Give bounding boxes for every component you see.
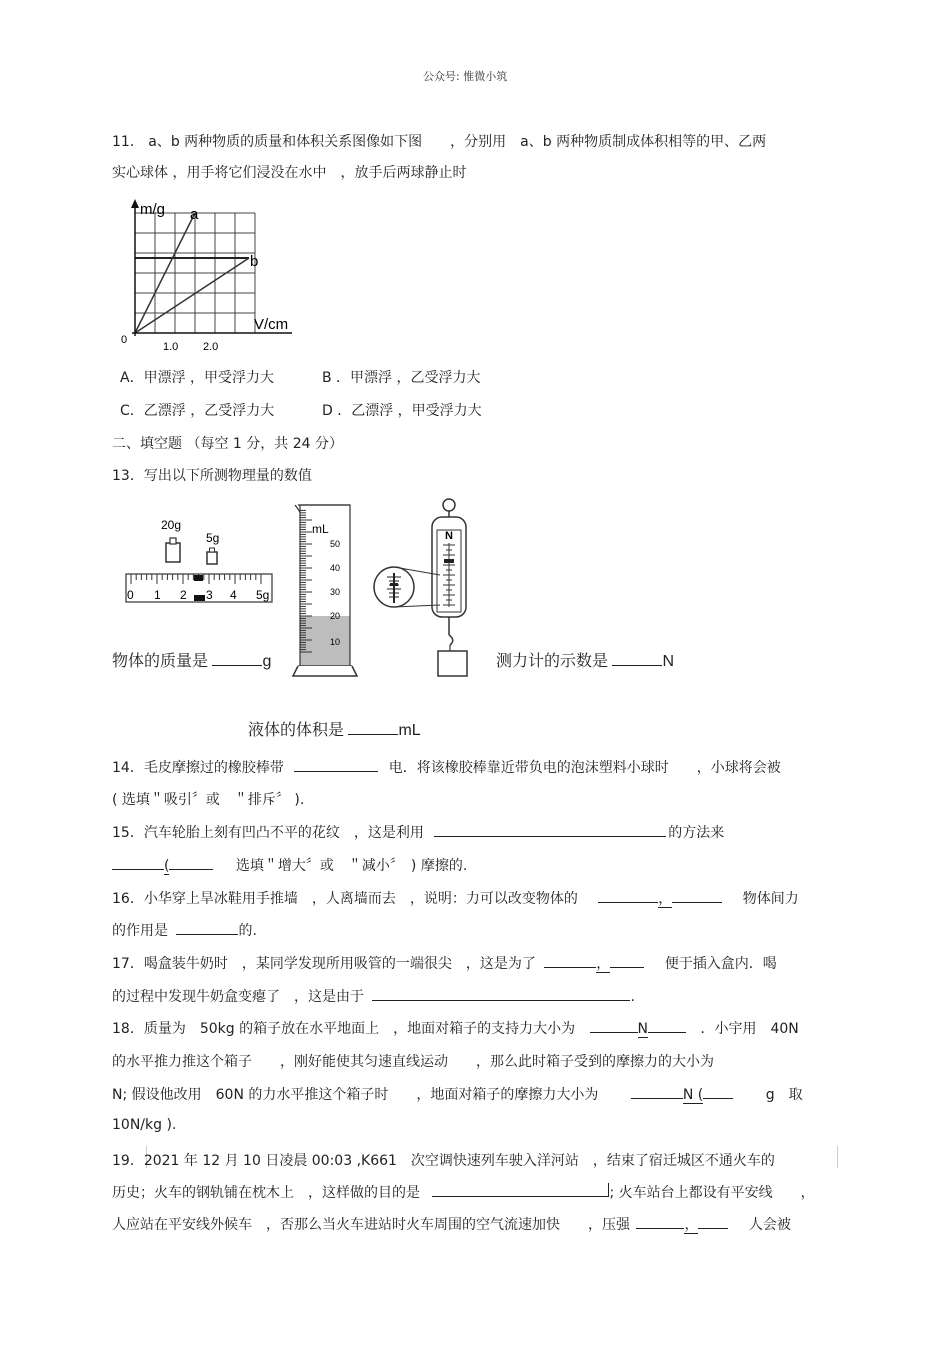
q15-blank-2b bbox=[169, 856, 213, 870]
scale-pointer bbox=[444, 559, 454, 563]
volume-blank[interactable] bbox=[348, 721, 398, 735]
hanging-weight bbox=[438, 651, 467, 676]
q14-text-b: 电．将该橡胶棒靠近带负电的泡沫塑料小球时 ，小球将会被 bbox=[388, 760, 781, 776]
q19-text-c: 人应站在平安线外候车 ，否那么当火车进站时火车周围的空气流速加快 ，压强 bbox=[112, 1217, 630, 1233]
volume-label: 液体的体积是 bbox=[248, 722, 345, 739]
q19-line2 bbox=[112, 1182, 815, 1202]
q16-line1 bbox=[112, 888, 799, 908]
q19-text-d: 人会被 bbox=[748, 1217, 791, 1233]
ruler-tick-1: 1 bbox=[154, 588, 161, 602]
graph-label-a: a bbox=[190, 206, 199, 223]
q19-blank-1[interactable] bbox=[432, 1183, 609, 1197]
q18-text-a: 18．质量为 50kg 的箱子放在水平地面上 ，地面对箱子的支持力大小为 bbox=[112, 1021, 576, 1037]
q11-line1: 11． a、b 两种物质的质量和体积关系图像如下图 ，分别用 a、b 两种物质制成体积相等的甲、乙两 bbox=[112, 134, 767, 150]
q17-line2 bbox=[112, 986, 635, 1006]
q17-line1 bbox=[112, 953, 777, 973]
q18-line4: 10N/kg ). bbox=[112, 1117, 177, 1133]
balance-ruler-figure bbox=[124, 515, 276, 610]
q18-line3 bbox=[112, 1084, 803, 1104]
q15-line2 bbox=[112, 855, 467, 875]
q18-blank-3[interactable] bbox=[631, 1085, 683, 1099]
q18-line1 bbox=[112, 1018, 799, 1038]
q11-option-c: C．乙漂浮 ，乙受浮力大 bbox=[120, 403, 275, 419]
q18-line2: 的水平推力推这个箱子 ，刚好能使其匀速直线运动 ，那么此时箱子受到的摩擦力的大小为 bbox=[112, 1054, 714, 1070]
mass-volume-graph bbox=[112, 198, 312, 358]
q13-volume-answer bbox=[248, 717, 421, 740]
force-label: 测力计的示数是 bbox=[496, 653, 609, 670]
q15-blank-2[interactable] bbox=[112, 856, 164, 870]
rider-2 bbox=[194, 595, 205, 601]
q15-text-c: 选填＂增大〞或 ＂减小〞 ) 摩擦的. bbox=[235, 858, 468, 874]
q14-line1 bbox=[112, 757, 781, 777]
spring-scale-figure bbox=[370, 495, 476, 680]
graph-line-b bbox=[135, 258, 249, 333]
q19-blank-2[interactable] bbox=[636, 1215, 684, 1229]
q15-line1 bbox=[112, 822, 724, 842]
q18-text-d: g 取 bbox=[765, 1087, 803, 1103]
q16-blank-1b bbox=[672, 889, 722, 903]
volume-unit: mL bbox=[398, 722, 421, 739]
q19-line3 bbox=[112, 1214, 791, 1234]
q17-text-d: . bbox=[630, 989, 635, 1005]
q17-text-b: 便于插入盒内．喝 bbox=[664, 956, 777, 972]
q16-text-b: 物体间力 bbox=[742, 891, 799, 907]
graph-xlabel: V/cm bbox=[254, 316, 289, 333]
q11-line2: 实心球体 ，用手将它们浸没在水中 ，放手后两球静止时 bbox=[112, 165, 467, 181]
q15-text-a: 15．汽车轮胎上刻有凹凸不平的花纹 ，这是利用 bbox=[112, 825, 424, 841]
q19-text-b: ; 火车站台上都设有平安线 ， bbox=[609, 1185, 815, 1201]
q18-blank-3b bbox=[703, 1085, 733, 1099]
q18-unit-n2: N ( bbox=[682, 1087, 704, 1103]
graph-xtick-2: 2.0 bbox=[203, 341, 219, 353]
q17-blank-1b bbox=[610, 954, 644, 968]
cyl-tick-40: 40 bbox=[330, 563, 341, 573]
q16-blank-2[interactable] bbox=[176, 921, 238, 935]
weight-5g bbox=[207, 552, 217, 564]
q16-blank-1[interactable] bbox=[598, 889, 658, 903]
cyl-tick-20: 20 bbox=[330, 611, 341, 621]
mass-blank[interactable] bbox=[212, 652, 262, 666]
q16-comma: ， bbox=[658, 891, 673, 907]
q17-text-a: 17．喝盒装牛奶时 ，某同学发现所用吸管的一端很尖 ，这是为了 bbox=[112, 956, 536, 972]
q18-blank-1b bbox=[648, 1019, 686, 1033]
q15-paren: ( bbox=[164, 858, 170, 874]
q15-text-b: 的方法来 bbox=[668, 825, 725, 841]
ruler-tick-5: 5g bbox=[256, 588, 270, 602]
q16-text-d: 的. bbox=[238, 923, 257, 939]
graph-origin: 0 bbox=[121, 334, 128, 346]
ruler-tick-3: 3 bbox=[206, 588, 213, 602]
q14-text-a: 14．毛皮摩擦过的橡胶棒带 bbox=[112, 760, 284, 776]
graph-label-b: b bbox=[250, 253, 259, 270]
q17-blank-1[interactable] bbox=[544, 954, 596, 968]
ruler-tick-2: 2 bbox=[180, 588, 187, 602]
q13-force-answer bbox=[496, 648, 674, 671]
q13-text: 13．写出以下所测物理量的数值 bbox=[112, 468, 312, 484]
graph-ylabel: m/g bbox=[140, 201, 166, 218]
q11-option-b: B ．甲漂浮 ，乙受浮力大 bbox=[322, 370, 481, 386]
y-axis-arrow bbox=[131, 199, 139, 208]
weight-5g-label: 5g bbox=[206, 531, 220, 545]
q11-option-a: A．甲漂浮 ，甲受浮力大 bbox=[120, 370, 275, 386]
q14-blank-1[interactable] bbox=[294, 758, 378, 772]
graph-xtick-1: 1.0 bbox=[163, 341, 179, 353]
q14-line2: ( 选填＂吸引〞或 ＂排斥〞 ). bbox=[112, 792, 305, 808]
force-unit: N bbox=[662, 653, 675, 670]
q17-comma: ， bbox=[596, 956, 611, 972]
scale-n-label: N bbox=[445, 530, 453, 542]
q19-text-a: 历史；火车的钢轨铺在枕木上 ，这样做的目的是 bbox=[112, 1185, 420, 1201]
cyl-tick-30: 30 bbox=[330, 587, 341, 597]
mass-label: 物体的质量是 bbox=[112, 653, 209, 670]
q18-unit-n: N bbox=[637, 1021, 649, 1037]
q16-text-c: 的作用是 bbox=[112, 923, 168, 939]
ruler-tick-4: 4 bbox=[230, 588, 237, 602]
graduated-cylinder bbox=[290, 502, 360, 680]
mass-unit: g bbox=[262, 653, 272, 670]
q18-blank-1[interactable] bbox=[590, 1019, 638, 1033]
q16-text-a: 16．小华穿上旱冰鞋用手推墙 ，人离墙而去 ，说明：力可以改变物体的 bbox=[112, 891, 578, 907]
q19-line1: 19．2021 年 12 月 10 日凌晨 00:03 ,K661 次空调快速列车驶入洋河站 ，结束了宿迁城区不通火车的 bbox=[112, 1153, 775, 1169]
q16-line2 bbox=[112, 920, 257, 940]
q18-text-b: ．小宇用 40N bbox=[700, 1021, 799, 1037]
rider bbox=[194, 575, 203, 581]
page-header: 公众号: 惟微小筑 bbox=[423, 70, 508, 83]
q18-text-c: N; 假设他改用 60N 的力水平推这个箱子时 ，地面对箱子的摩擦力大小为 bbox=[112, 1087, 599, 1103]
q17-blank-2[interactable] bbox=[372, 987, 630, 1001]
q19-blank-2b bbox=[698, 1215, 728, 1229]
cylinder-unit: mL bbox=[312, 522, 329, 536]
weight-20g-label: 20g bbox=[161, 518, 182, 532]
section-2-title: 二、填空题 （每空 1 分，共 24 分） bbox=[112, 436, 343, 452]
cyl-tick-50: 50 bbox=[330, 539, 341, 549]
cyl-tick-10: 10 bbox=[330, 637, 341, 647]
force-blank[interactable] bbox=[612, 652, 662, 666]
q11-option-d: D ．乙漂浮 ，甲受浮力大 bbox=[322, 403, 482, 419]
ruler-tick-0: 0 bbox=[127, 588, 134, 602]
q15-blank-1[interactable] bbox=[434, 823, 666, 837]
q19-comma: ， bbox=[684, 1217, 699, 1233]
q13-mass-answer bbox=[112, 648, 271, 671]
weight-20g bbox=[166, 543, 180, 562]
q17-text-c: 的过程中发现牛奶盒变瘪了 ，这是由于 bbox=[112, 989, 364, 1005]
